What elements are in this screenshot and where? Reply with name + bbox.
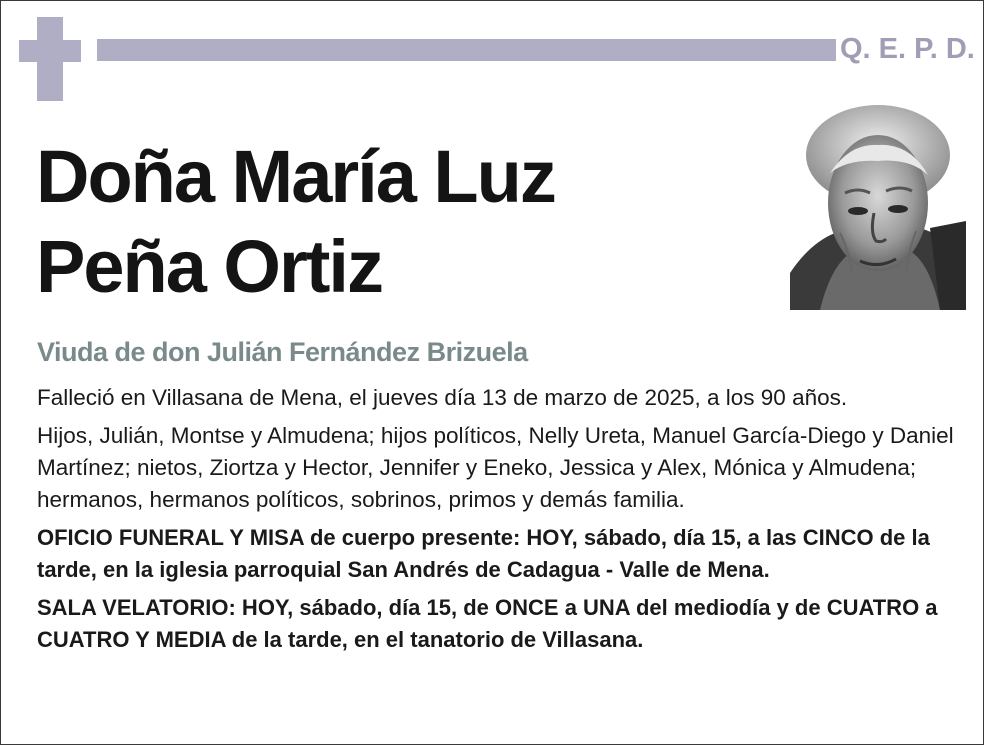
name-line-2: Peña Ortiz xyxy=(36,225,382,308)
header-rule xyxy=(97,39,836,61)
deceased-name xyxy=(36,132,776,312)
funeral-paragraph: OFICIO FUNERAL Y MISA de cuerpo presente: HOY, sábado, día 15, a las CINCO de la tarde, en la iglesia parroquial San Andrés de Cadagua - Valle de Mena. xyxy=(37,525,930,582)
family-paragraph: Hijos, Julián, Montse y Almudena; hijos políticos, Nelly Ureta, Manuel García-Diego y Daniel Martínez; nietos, Ziortza y Hector, Jennifer y Eneko, Jessica y Alex, Mónica y Almudena; hermanos, hermanos políticos, sobrinos, primos y demás familia. xyxy=(37,423,954,512)
wake-paragraph: SALA VELATORIO: HOY, sábado, día 15, de ONCE a UNA del mediodía y de CUATRO a CUATRO Y MEDIA de la tarde, en el tanatorio de Villasana. xyxy=(37,595,938,652)
name-line-1: Doña María Luz xyxy=(36,135,555,218)
obituary-body xyxy=(37,382,957,662)
cross-icon-arm xyxy=(19,40,81,62)
death-paragraph: Falleció en Villasana de Mena, el jueves día 13 de marzo de 2025, a los 90 años. xyxy=(37,385,848,410)
portrait-photo xyxy=(790,103,966,310)
subtitle-widow: Viuda de don Julián Fernández Brizuela xyxy=(37,337,528,367)
qepd-label: Q. E. P. D. xyxy=(840,33,975,65)
